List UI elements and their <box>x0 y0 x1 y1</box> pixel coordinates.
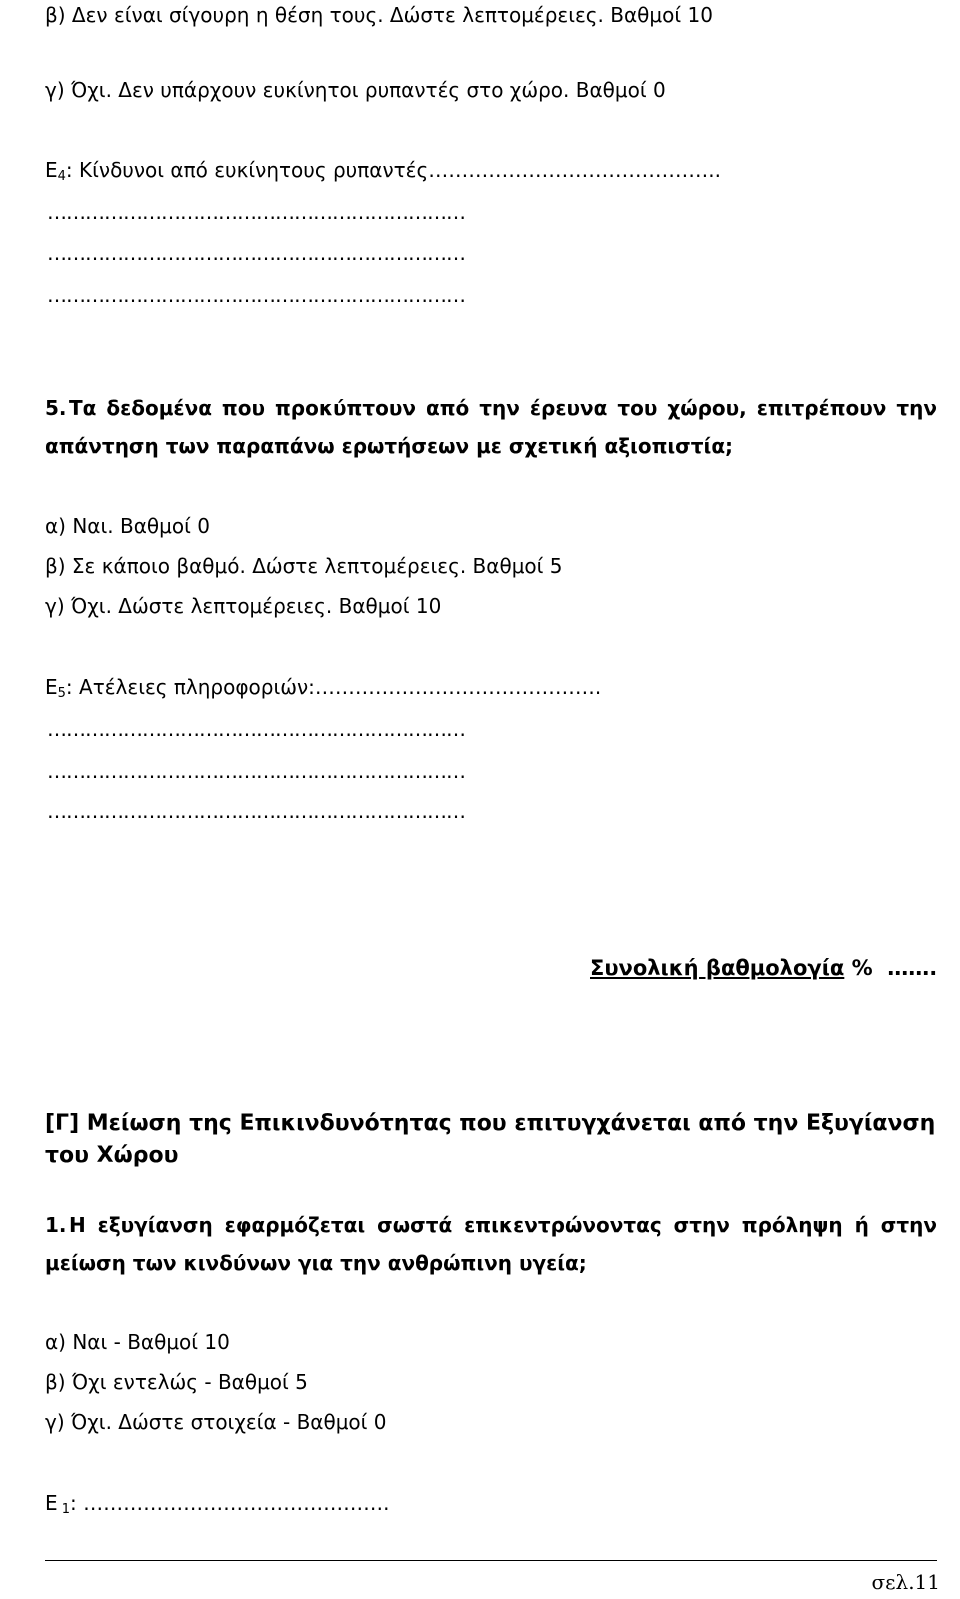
e5-dots-1: ………………………………………………………… <box>47 717 465 741</box>
q1-answer-b: β) Όχι εντελώς - Βαθμοί 5 <box>45 1370 308 1394</box>
q5-answer-c: γ) Όχι. Δώστε λεπτομέρειες. Βαθμοί 10 <box>45 594 442 618</box>
total-score <box>590 954 937 982</box>
question-5 <box>45 389 937 465</box>
e4-dots-3: ………………………………………………………… <box>47 283 465 307</box>
question-1-text: Η εξυγίανση εφαρμόζεται σωστά επικεντρώνοντας στην πρόληψη ή στην μείωση των κινδύνων για την ανθρώπινη υγεία; <box>45 1213 937 1275</box>
e5-dots-3: ………………………………………………………… <box>47 799 465 823</box>
q1-answer-a: α) Ναι - Βαθμοί 10 <box>45 1330 230 1354</box>
section-g-title: [Γ] Μείωση της Επικινδυνότητας που επιτυγχάνεται από την Εξυγίανση του Χώρου <box>45 1111 936 1168</box>
q5-answer-b: β) Σε κάποιο βαθμό. Δώστε λεπτομέρειες. Βαθμοί 5 <box>45 554 563 578</box>
total-score-label: Συνολική βαθμολογία <box>590 956 845 980</box>
question-1 <box>45 1206 937 1282</box>
question-5-text: Τα δεδομένα που προκύπτουν από την έρευνα του χώρου, επιτρέπουν την απάντηση των παραπάνω ερωτήσεων με σχετική αξιοπιστία; <box>45 396 937 458</box>
e4-dots-2: ………………………………………………………… <box>47 241 465 265</box>
q1-answer-c: γ) Όχι. Δώστε στοιχεία - Βαθμοί 0 <box>45 1410 387 1434</box>
footer-divider <box>45 1560 937 1561</box>
question-5-number: 5. <box>45 396 67 420</box>
e4-line: $E_4$: Κίνδυνοι από ευκίνητους ρυπαντές…………………………………….. <box>45 158 721 184</box>
answer-b-prev: β) Δεν είναι σίγουρη η θέση τους. Δώστε λεπτομέρειες. Βαθμοί 10 <box>45 3 713 27</box>
page-number: σελ.11 <box>871 1570 940 1594</box>
answer-c-prev: γ) Όχι. Δεν υπάρχουν ευκίνητοι ρυπαντές στο χώρο. Βαθμοί 0 <box>45 78 666 102</box>
e4-dots-1: ………………………………………………………… <box>47 200 465 224</box>
e5-dots-2: ………………………………………………………… <box>47 759 465 783</box>
question-1-number: 1. <box>45 1213 67 1237</box>
e1-line: Ε $_1$: ………………………………………. <box>45 1491 390 1517</box>
q5-answer-a: α) Ναι. Βαθμοί 0 <box>45 514 210 538</box>
total-score-value: % ……. <box>844 956 938 980</box>
e5-line: $E_5$: Ατέλειες πληροφοριών:……………………………………. <box>45 675 602 701</box>
